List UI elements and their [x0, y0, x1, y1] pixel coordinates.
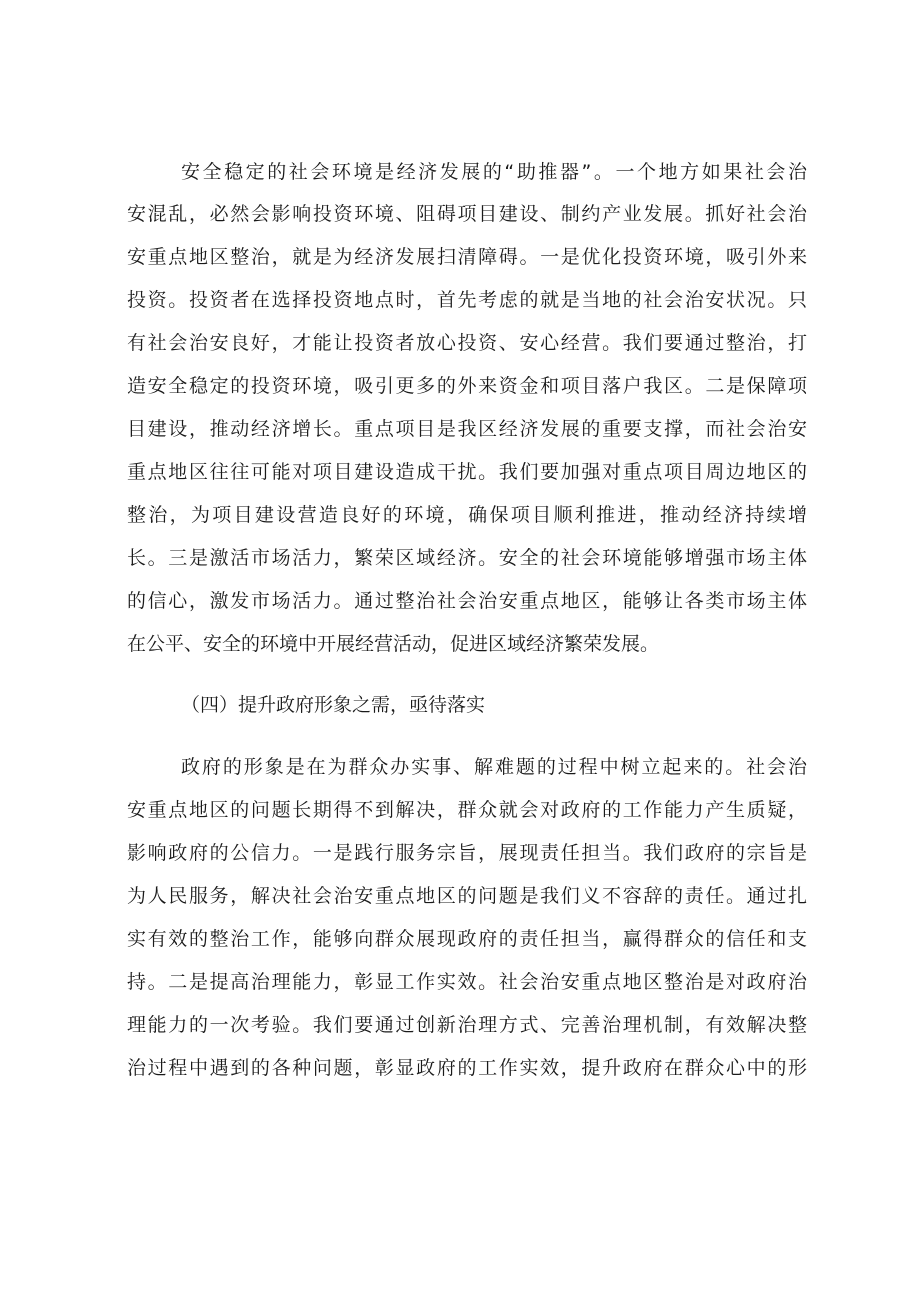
paragraph-line: 重点地区往往可能对项目建设造成干扰。我们要加强对重点项目周边地区的 — [127, 461, 807, 483]
paragraph-line: 治过程中遇到的各种问题，彰显政府的工作实效，提升政府在群众心中的形 — [127, 1057, 807, 1079]
paragraph-line: 投资。投资者在选择投资地点时，首先考虑的就是当地的社会治安状况。只 — [127, 289, 807, 311]
paragraph-line: 实有效的整治工作，能够向群众展现政府的责任担当，赢得群众的信任和支 — [127, 928, 807, 950]
paragraph-line: 在公平、安全的环境中开展经营活动，促进区域经济繁荣发展。 — [127, 633, 660, 655]
paragraph-line: 政府的形象是在为群众办实事、解难题的过程中树立起来的。社会治 — [181, 756, 807, 778]
paragraph-line: 整治，为项目建设营造良好的环境，确保项目顺利推进，推动经济持续增 — [127, 504, 807, 526]
paragraph-line: 理能力的一次考验。我们要通过创新治理方式、完善治理机制，有效解决整 — [127, 1014, 807, 1036]
paragraph-line: 长。三是激活市场活力，繁荣区域经济。安全的社会环境能够增强市场主体 — [127, 547, 807, 569]
paragraph-line: 造安全稳定的投资环境，吸引更多的外来资金和项目落户我区。二是保障项 — [127, 375, 807, 397]
paragraph-line: 的信心，激发市场活力。通过整治社会治安重点地区，能够让各类市场主体 — [127, 590, 807, 612]
paragraph-line: 安重点地区的问题长期得不到解决，群众就会对政府的工作能力产生质疑， — [127, 799, 807, 821]
paragraph-line: 安重点地区整治，就是为经济发展扫清障碍。一是优化投资环境，吸引外来 — [127, 246, 807, 268]
paragraph-line: 为人民服务，解决社会治安重点地区的问题是我们义不容辞的责任。通过扎 — [127, 885, 807, 907]
paragraph-line: 影响政府的公信力。一是践行服务宗旨，展现责任担当。我们政府的宗旨是 — [127, 842, 807, 864]
paragraph-line: 安混乱，必然会影响投资环境、阻碍项目建设、制约产业发展。抓好社会治 — [127, 203, 807, 225]
paragraph-line: 目建设，推动经济增长。重点项目是我区经济发展的重要支撑，而社会治安 — [127, 418, 807, 440]
paragraph-line: 持。二是提高治理能力，彰显工作实效。社会治安重点地区整治是对政府治 — [127, 971, 807, 993]
paragraph-line: 安全稳定的社会环境是经济发展的“助推器”。一个地方如果社会治 — [181, 161, 807, 183]
paragraph-line: 有社会治安良好，才能让投资者放心投资、安心经营。我们要通过整治，打 — [127, 332, 807, 354]
section-heading: （四）提升政府形象之需，亟待落实 — [181, 694, 486, 716]
